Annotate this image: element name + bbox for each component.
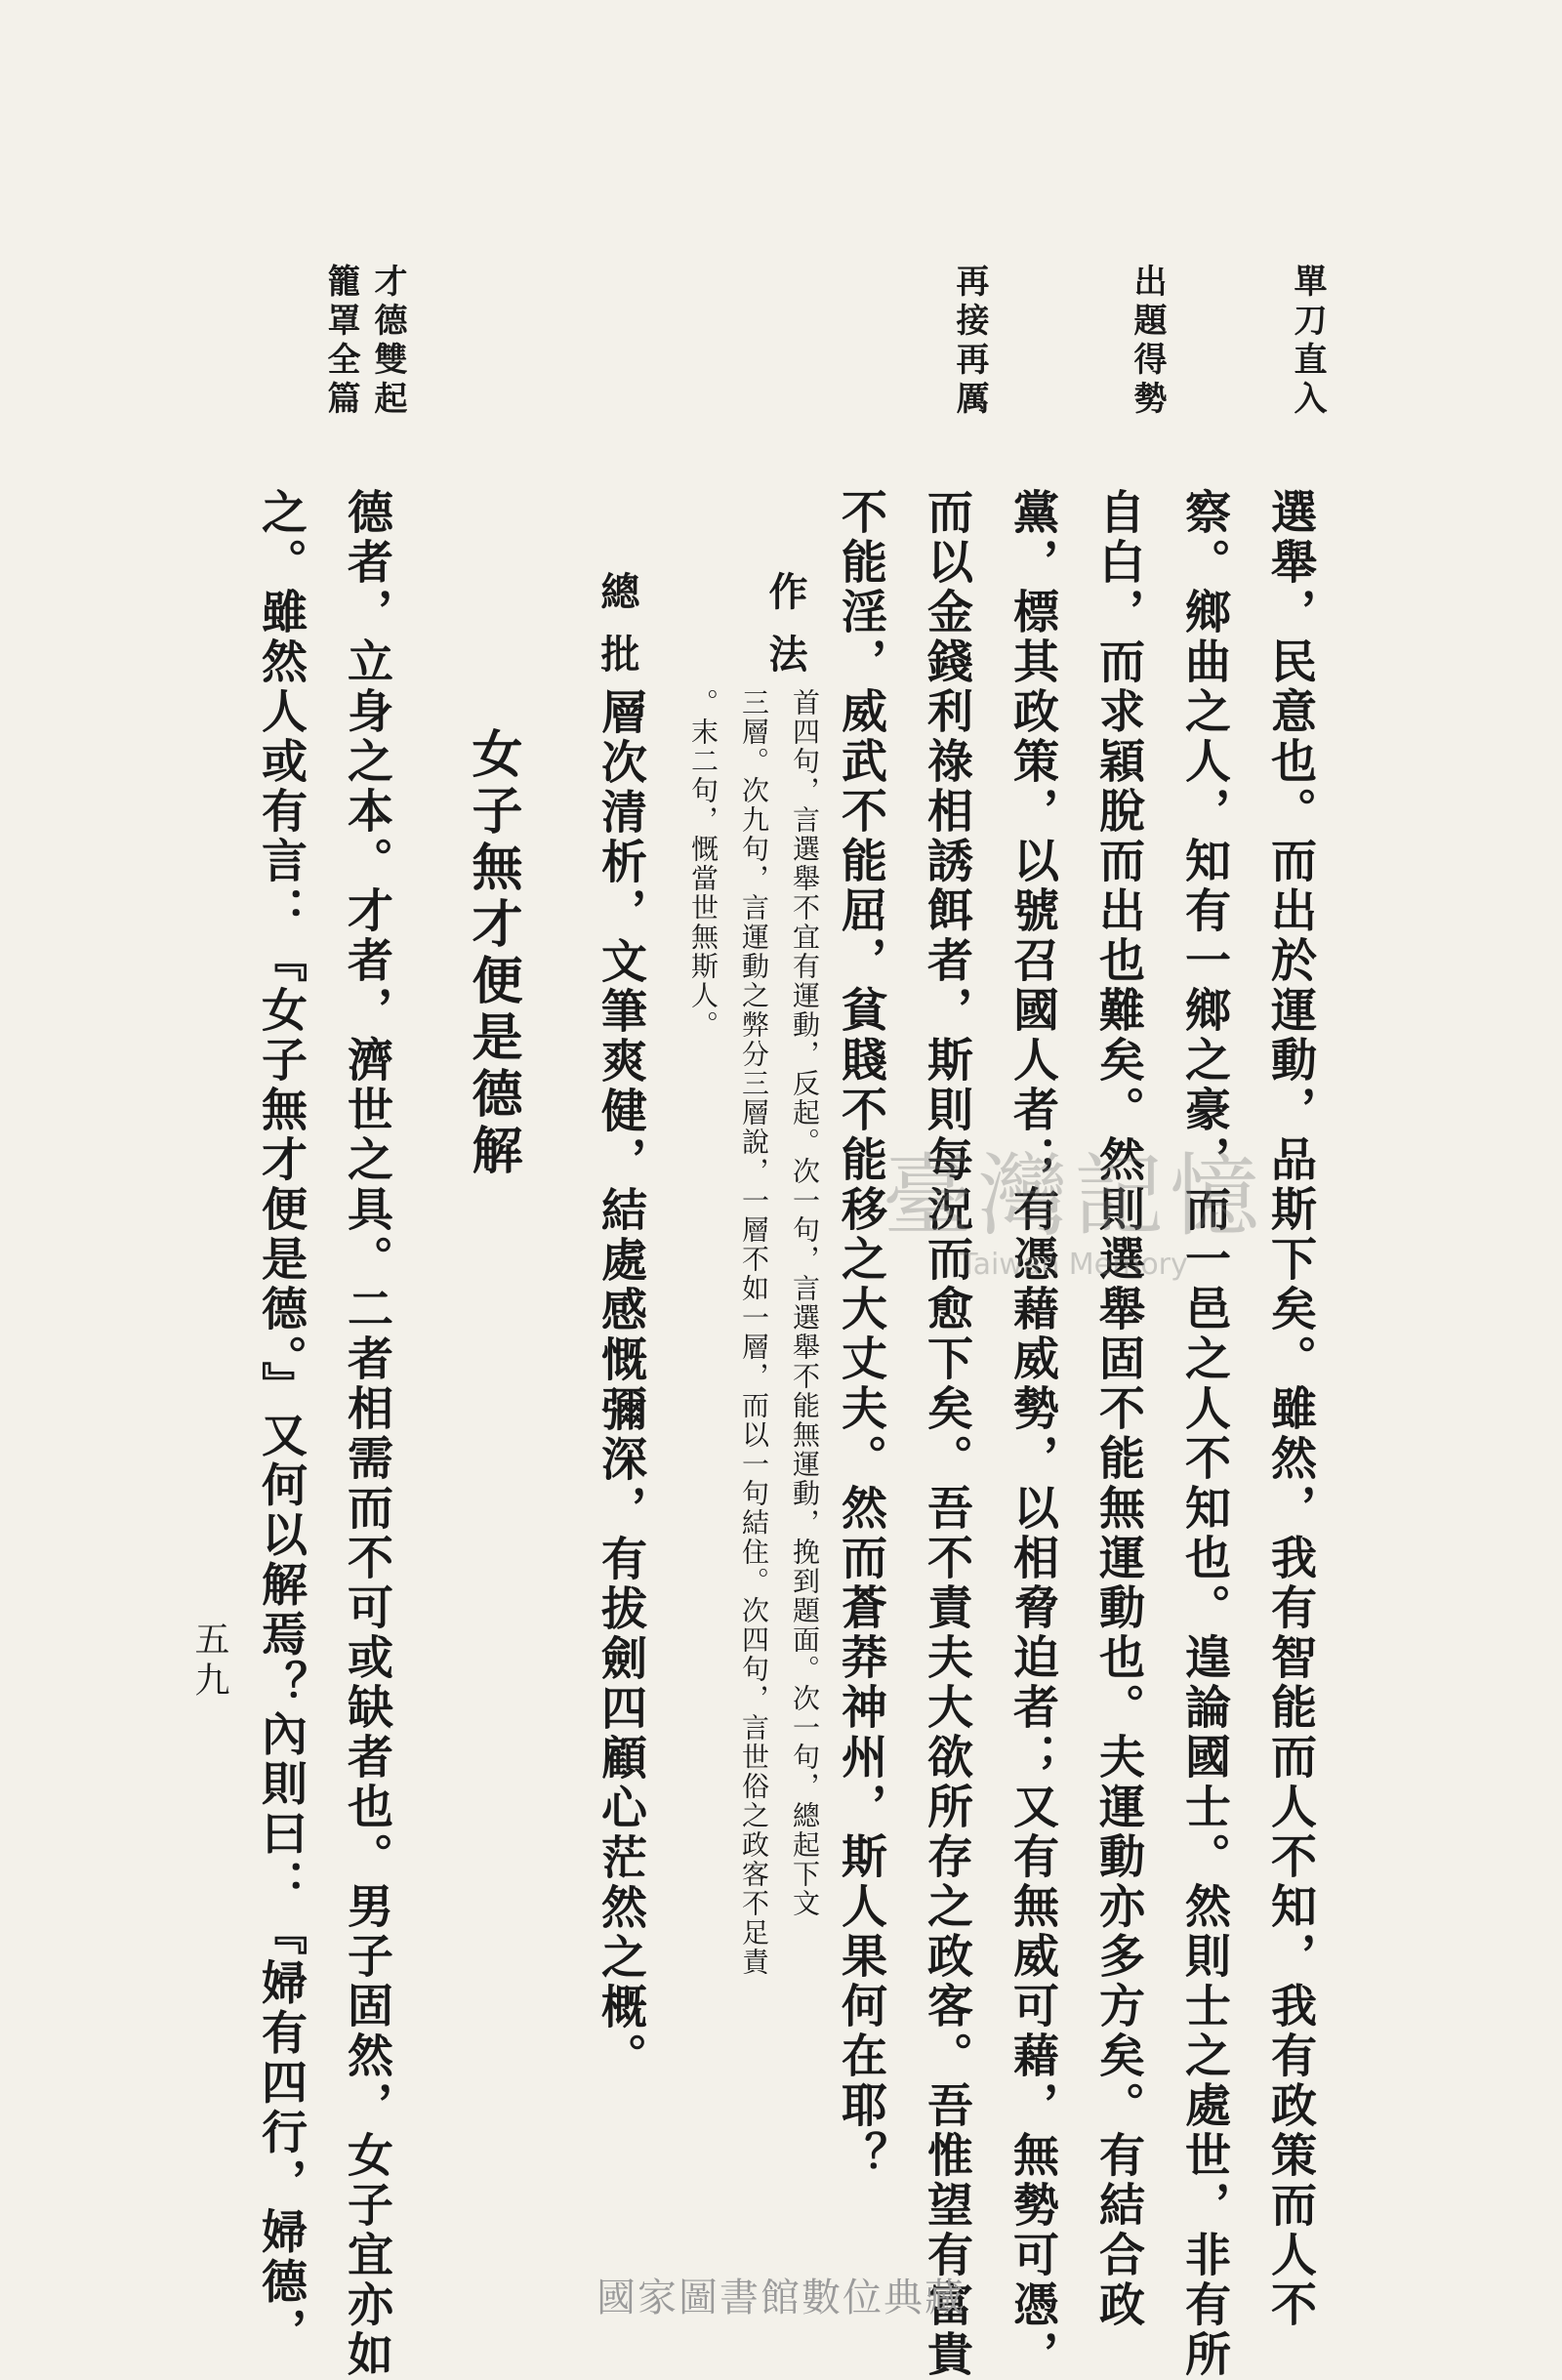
zuofa-label: 作法 bbox=[762, 571, 808, 696]
essay-title: 女子無才便是德解 bbox=[463, 727, 522, 1180]
body-column-6: 不能淫，威武不能屈，貧賤不能移之大丈夫。然而蒼莽神州，斯人果何在耶？ bbox=[834, 488, 887, 2181]
watermark-cn: 臺灣記憶 bbox=[882, 1144, 1265, 1249]
margin-note-5: 籠罩全篇 bbox=[321, 264, 360, 420]
margin-note-1: 單刀直入 bbox=[1288, 264, 1327, 420]
zuofa-line-3: 。末二句，慨當世無斯人。 bbox=[687, 688, 719, 1040]
body-column-3: 自白，而求穎脫而出也難矣。然則選舉固不能無運動也。夫運動亦多方矣。有結合政 bbox=[1091, 488, 1145, 2330]
body-column-1: 選舉，民意也。而出於運動，品斯下矣。雖然，我有智能而人不知，我有政策而人不 bbox=[1263, 488, 1317, 2330]
margin-note-2: 出題得勢 bbox=[1128, 264, 1167, 420]
page-number: 五九 bbox=[189, 1621, 229, 1703]
zuofa-line-2: 三層。次九句，言運動之弊分三層說，一層不如一層，而以一句結住。次四句，言世俗之政客不足責 bbox=[738, 688, 770, 1977]
essay-column-2: 之。雖然人或有言：『女子無才便是德。』又何以解焉？內則曰：『婦有四行，婦德， bbox=[254, 488, 308, 2358]
margin-note-4: 才德雙起 bbox=[368, 264, 407, 420]
footer-caption: 國家圖書館數位典藏 bbox=[596, 2276, 966, 2320]
body-column-4: 黨，標其政策，以號召國人者；有憑藉威勢，以相脅迫者；又有無威可藉，無勢可憑， bbox=[1006, 488, 1059, 2380]
body-column-5: 而以金錢利祿相誘餌者，斯則每況而愈下矣。吾不責夫大欲所存之政客。吾惟望有富貴 bbox=[920, 488, 973, 2380]
body-column-2: 察。鄉曲之人，知有一鄉之豪，而一邑之人不知也。遑論國士。然則士之處世，非有所 bbox=[1177, 488, 1231, 2380]
zongpi-label: 總批 bbox=[595, 571, 640, 696]
zongpi-text: 層次清析，文筆爽健，結處感慨彌深，有拔劍四顧心茫然之概。 bbox=[594, 688, 647, 2082]
watermark-en: Taiwan Memory bbox=[960, 1248, 1188, 1282]
zuofa-line-1: 首四句，言選舉不宜有運動，反起。次一句，言選舉不能無運動，挽到題面。次一句，總起下文 bbox=[789, 688, 821, 1918]
essay-column-1: 德者，立身之本。才者，濟世之具。二者相需而不可或缺者也。男子固然，女子宜亦如 bbox=[340, 488, 393, 2380]
margin-note-3: 再接再厲 bbox=[950, 264, 989, 420]
